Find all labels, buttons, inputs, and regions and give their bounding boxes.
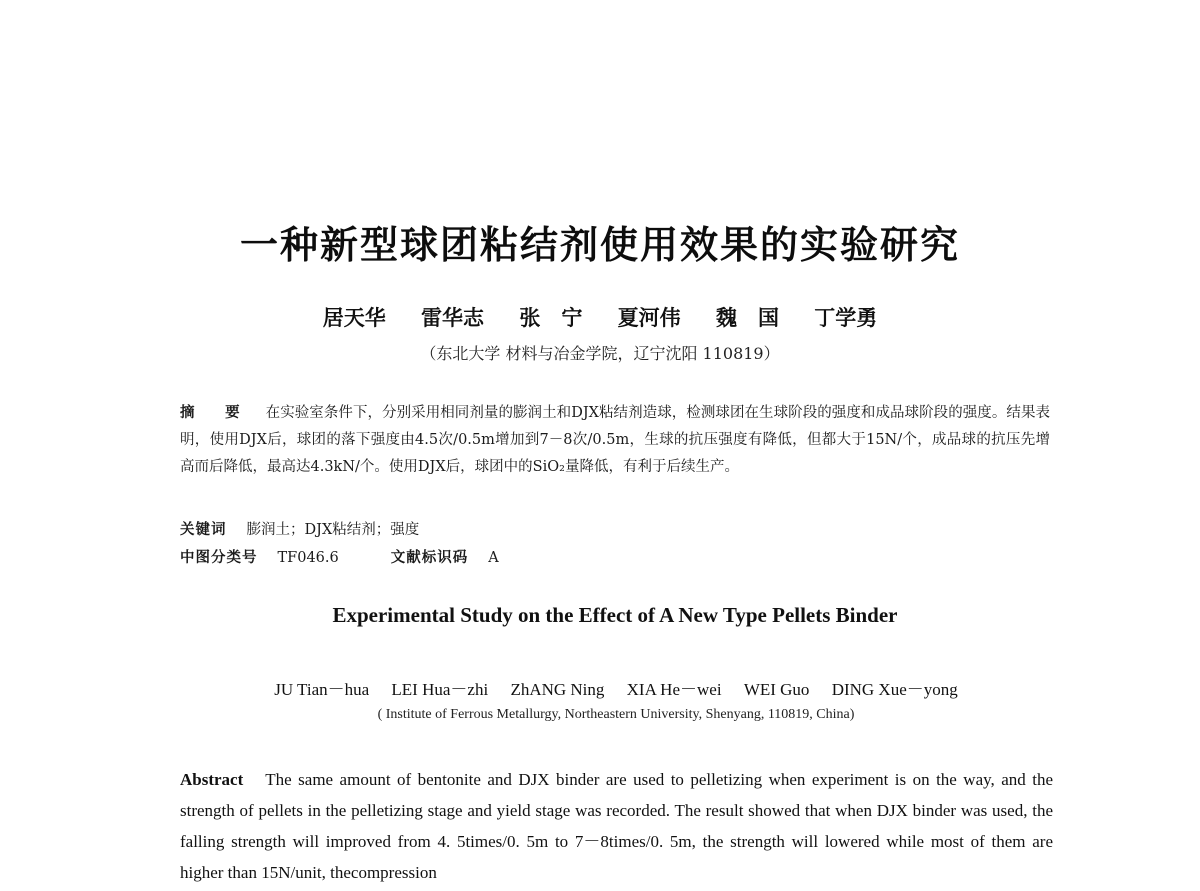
english-author: WEI Guo [743, 680, 810, 699]
classification-line [180, 545, 1050, 572]
english-author: JU Tian－hua [274, 680, 370, 699]
classification-label: 中图分类号 [180, 550, 258, 566]
english-abstract [180, 764, 1053, 888]
english-author: XIA He－wei [626, 680, 722, 699]
chinese-abstract-text: 在实验室条件下，分别采用相同剂量的膨润土和DJX粘结剂造球，检测球团在生球阶段的强度和成品球阶段的强度。结果表明，使用DJX后，球团的落下强度由4.5次/0.5m增加到7－8次/0.5m，生球的抗压强度有降低，但都大于15N/个，成品球的抗压先增高而后降低，最高达4.3kN/个。使用DJX后，球团中的SiO₂量降低，有利于后续生产。 [180, 405, 1050, 475]
chinese-author: 张 宁 [519, 305, 583, 330]
document-code-label: 文献标识码 [390, 550, 469, 566]
chinese-author-list [0, 302, 1200, 332]
english-abstract-label: Abstract [180, 770, 244, 789]
chinese-abstract [180, 400, 1050, 481]
chinese-author: 夏河伟 [617, 305, 681, 330]
english-author-list [0, 675, 1200, 700]
chinese-author: 居天华 [322, 305, 386, 330]
keywords-label: 关键词 [180, 522, 227, 538]
keywords-text: 膨润土；DJX粘结剂；强度 [246, 522, 420, 538]
english-author: ZhANG Ning [510, 680, 605, 699]
classification-value: TF046.6 [277, 550, 339, 566]
english-abstract-text: The same amount of bentonite and DJX binder are used to pelletizing when experiment is on the way, and the strength of pellets in the pelletizing stage and yield stage was recorded. The result showed that when DJX binder was used, the falling strength will improved from 4. 5times/0. 5m to 7－8times/0. 5m, the strength will lowered while most of them are higher than 15N/unit, thecompression [180, 770, 1053, 882]
english-title: Experimental Study on the Effect of A New Type Pellets Binder [332, 603, 898, 627]
chinese-author: 丁学勇 [814, 305, 878, 330]
chinese-author: 魏 国 [715, 305, 779, 330]
english-affiliation: ( Institute of Ferrous Metallurgy, Northeastern University, Shenyang, 110819, China) [377, 707, 855, 722]
chinese-abstract-label: 摘 要 [180, 405, 248, 421]
english-author: DING Xue－yong [831, 680, 958, 699]
english-author: LEI Hua－zhi [391, 680, 489, 699]
document-code-value: A [488, 550, 499, 566]
chinese-keywords [180, 517, 1050, 544]
chinese-author: 雷华志 [421, 305, 485, 330]
chinese-affiliation: （东北大学 材料与冶金学院，辽宁沈阳 110819） [420, 344, 780, 363]
chinese-title: 一种新型球团粘结剂使用效果的实验研究 [239, 223, 960, 267]
